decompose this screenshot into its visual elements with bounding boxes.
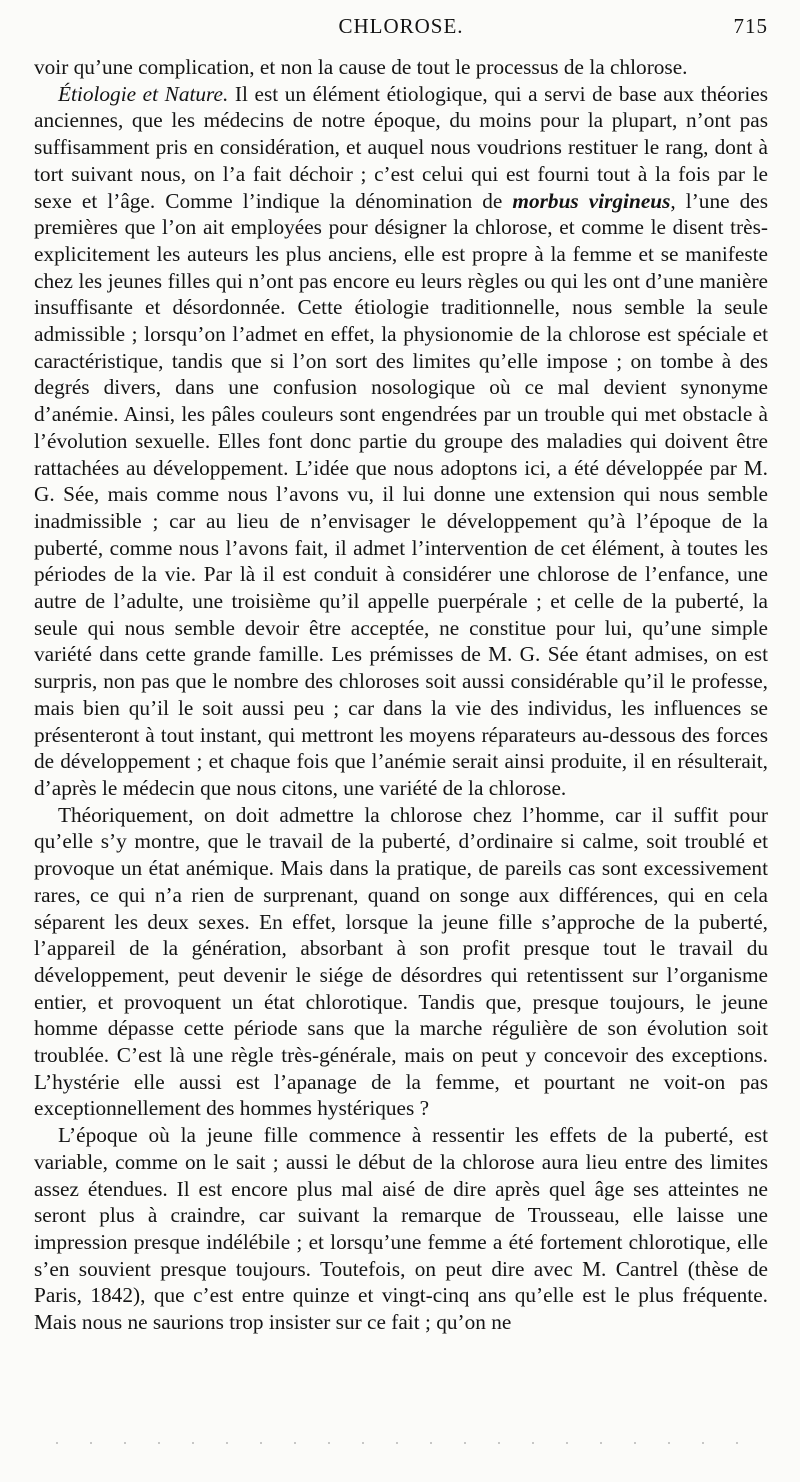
paragraph-text: Théoriquement, on doit admettre la chlorose chez l’homme, car il suffit pour qu’elle s’y montre, que le travail de la puberté, d’ordinaire si calme, soit troublé et provoque un état anémique. Mais dans la pratique, de pareils cas sont excessivement rares, ce qui n’a rien de surprenant, quand on songe aux différences, qui en cela séparent les deux sexes. En effet, lorsque la jeune fille s’approche de la puberté, l’appareil de la génération, absorbant à son profit presque tout le travail du développement, peut devenir le siége de désordres qui retentissent sur l’organisme entier, et provoquent un état chlorotique. Tandis que, presque toujours, le jeune homme dépasse cette période sans que la marche régulière de son évolution soit troublée. C’est là une règle très-générale, mais on peut y concevoir des exceptions. L’hystérie elle aussi est l’apanage de la femme, et pourtant ne voit-on pas exceptionnellement des hommes hystériques ? <box>34 802 768 1121</box>
emphasized-term: morbus virgineus <box>512 188 671 213</box>
paragraph-text: , l’une des premières que l’on ait employées pour désigner la chlorose, et comme le disent très-explicitement les auteurs les plus anciens, elle est propre à la femme et se manifeste chez les jeunes filles qui n’ont pas encore eu leurs règles ou qui les ont d’une manière insuffisante et désordonnée. Cette étiologie traditionnelle, nous semble la seule admissible ; lorsqu’on l’admet en effet, la physionomie de la chlorose est spéciale et caractéristique, tandis que si l’on sort des limites qu’elle impose ; on tombe à des degrés divers, dans une confusion nosologique où ce mal devient synonyme d’anémie. Ainsi, les pâles couleurs sont engendrées par un trouble qui met obstacle à l’évolution sexuelle. Elles font donc partie du groupe des maladies qui doivent être rattachées au développement. L’idée que nous adoptons ici, a été développée par M. G. Sée, mais comme nous l’avons vu, il lui donne une extension qui nous semble inadmissible ; car au lieu de n’envisager le développement qu’à l’époque de la puberté, comme nous l’avons fait, il admet l’intervention de cet élément, à toutes les périodes de la vie. Par là il est conduit à considérer une chlorose de l’enfance, une autre de l’adulte, une troisième qu’il appelle puerpérale ; et celle de la puberté, la seule qui nous semble devoir être acceptée, ne constitue pour lui, qu’une simple variété dans cette grande famille. Les prémisses de M. G. Sée étant admises, on est surpris, non pas que le nombre des chloroses soit aussi considérable qu’il le professe, mais bien qu’il le soit aussi peu ; car dans la vie des individus, les influences se présenteront à tout instant, qui mettront les moyens réparateurs au-dessous des forces de développement ; et chaque fois que l’anémie serait ainsi produite, il en résulterait, d’après le médecin que nous citons, une variété de la chlorose. <box>34 188 768 800</box>
paragraph-text: L’époque où la jeune fille commence à ressentir les effets de la puberté, est variable, comme on le sait ; aussi le début de la chlorose aura lieu entre des limites assez étendues. Il est encore plus mal aisé de dire après quel âge ses atteintes ne seront plus à craindre, car suivant la remarque de Trousseau, elle laisse une impression presque indélébile ; et lorsqu’une femme a été fortement chlorotique, elle s’en souvient presque toujours. Toutefois, on peut dire avec M. Cantrel (thèse de Paris, 1842), que c’est entre quinze et vingt-cinq ans qu’elle est le plus fréquente. Mais nous ne saurions trop insister sur ce fait ; qu’on ne <box>34 1123 768 1335</box>
paragraph-continued <box>34 54 768 81</box>
paragraph-epoque <box>34 1122 768 1336</box>
paragraph-text: Il est un élément étiologique, qui a servi de base aux théories anciennes, que les médecins de notre époque, du moins pour la plupart, n’ont pas suffisamment pris en considération, et auquel nous voudrions restituer le rang, dont à tort suivant nous, on l’a fait déchoir ; c’est celui qui est fourni tout à la fois par le sexe et l’âge. Comme l’indique la dénomination de <box>34 81 768 213</box>
paragraph-text: voir qu’une complication, et non la cause de tout le processus de la chlorose. <box>34 55 688 79</box>
page-number: 715 <box>733 14 768 38</box>
page-bottom-noise <box>40 1442 760 1444</box>
section-heading: Étiologie et Nature. <box>58 81 229 106</box>
running-head <box>34 14 768 54</box>
running-title: CHLOROSE. <box>338 14 464 38</box>
body-text <box>34 54 768 1336</box>
paragraph-theoriquement <box>34 802 768 1122</box>
paragraph-etiologie <box>34 81 768 802</box>
